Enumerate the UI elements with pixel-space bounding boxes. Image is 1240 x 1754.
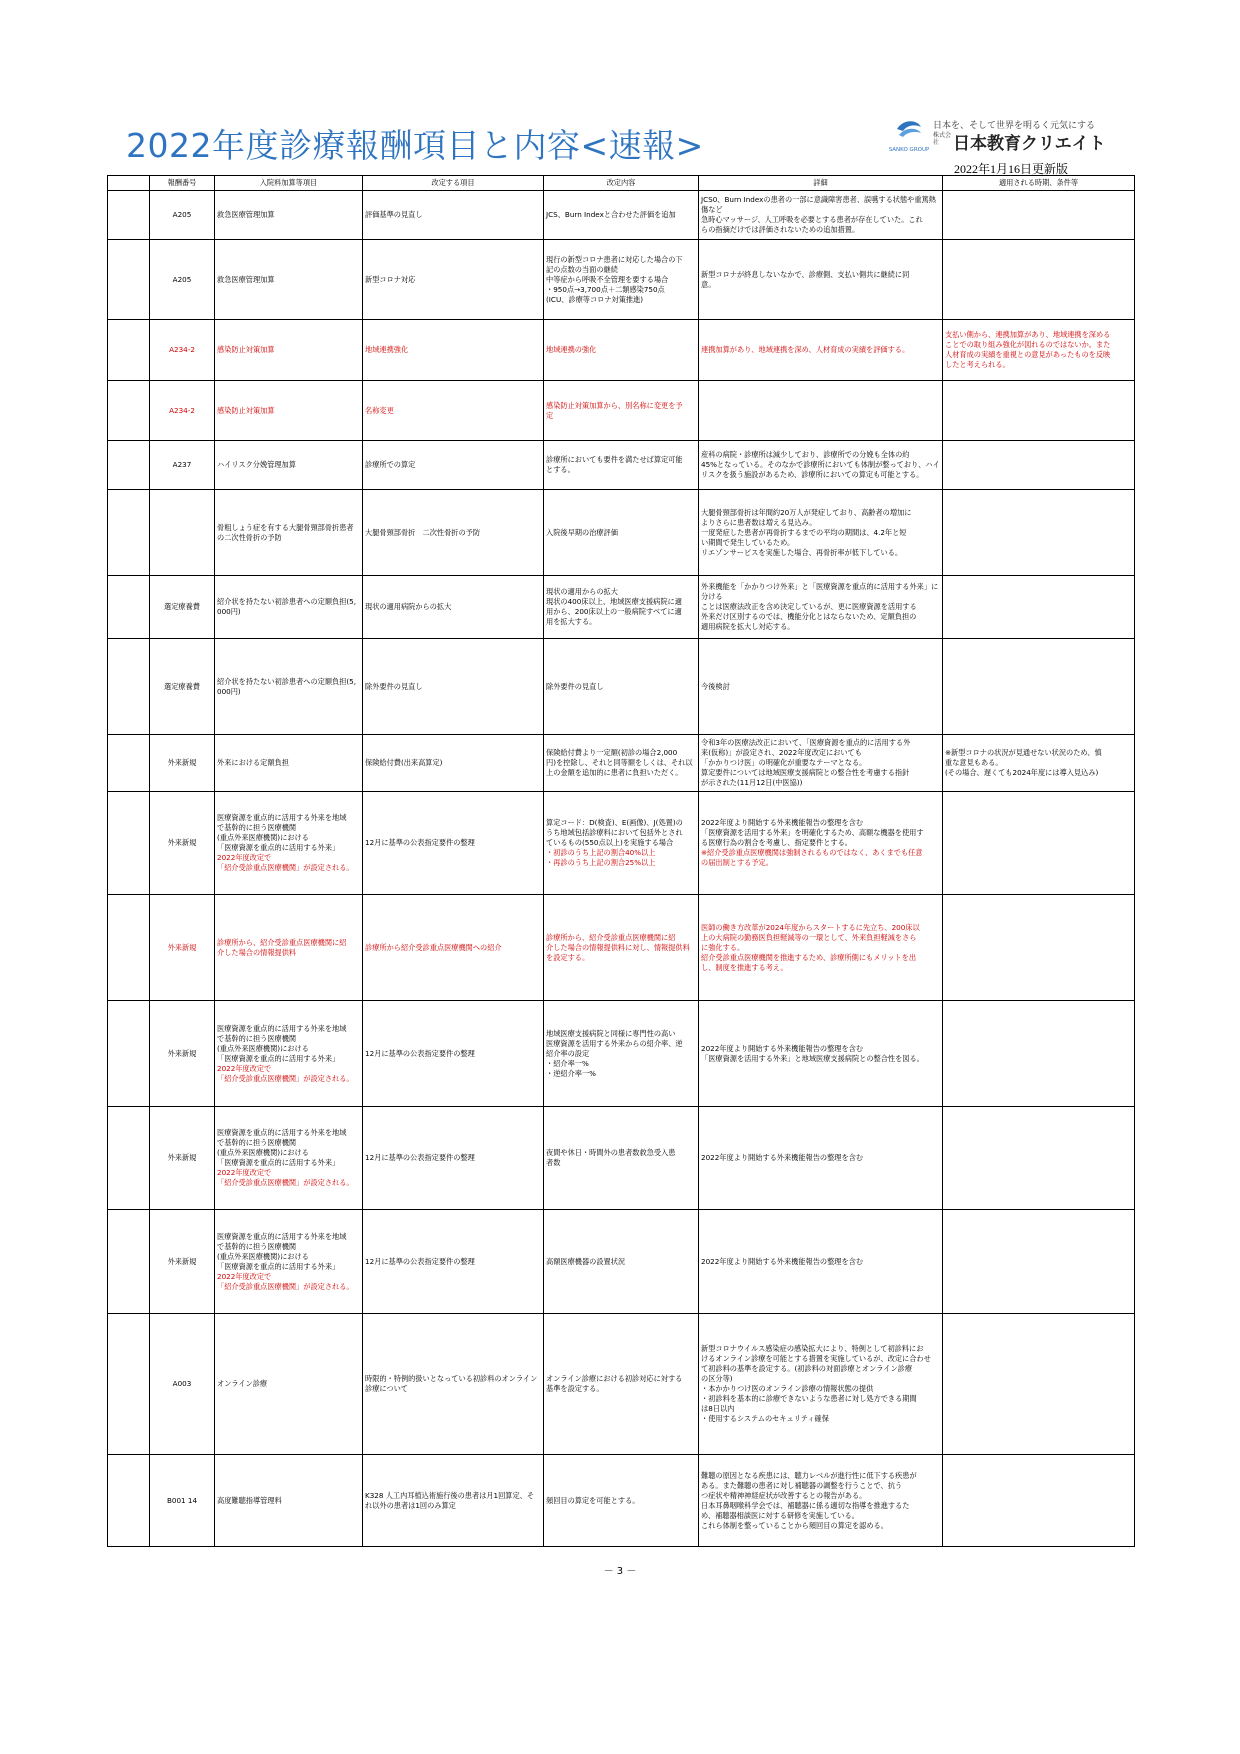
column-header: 報酬番号: [150, 176, 215, 191]
fee-code-cell: A205: [150, 191, 215, 240]
content-cell: [544, 1107, 699, 1210]
item-cell: [215, 1210, 363, 1314]
content-cell-line: ・初診のうち上記の割合40%以上: [546, 848, 656, 857]
table-row: [108, 1314, 1135, 1455]
revision-cell: 現状の適用病院からの拡大: [363, 576, 544, 639]
logo-company-prefix: 株式会社: [933, 132, 952, 146]
note-cell: [943, 792, 1135, 895]
content-cell-line: 用から、200床以上の一般病院すべてに適: [546, 607, 682, 616]
note-cell: [943, 1107, 1135, 1210]
detail-cell-line: 2022年度より開始する外来機能報告の整理を含む: [701, 1043, 864, 1053]
item-cell-line: 2022年度改定で: [217, 853, 272, 862]
column-header: 改定内容: [544, 176, 699, 191]
fee-code-cell: 外来新規: [150, 895, 215, 1001]
content-cell-line: (ICU、診療等コロナ対策推進): [546, 294, 644, 304]
content-cell-line: を設定する。: [546, 952, 590, 962]
content-cell-line: 除外要件の見直し: [546, 681, 604, 691]
note-cell: [943, 1455, 1135, 1547]
detail-cell-line: て初診料の基準を設定する。(初診料の対面診療とオンライン診療: [701, 1364, 913, 1373]
detail-cell-line: が示された(11月12日(中医協)): [701, 778, 803, 787]
detail-cell: [699, 490, 943, 576]
detail-cell-line: リスクを扱う施設があるため、診療所においての算定も可能とする。: [701, 470, 924, 479]
content-cell-line: 診療所においても要件を満たせば算定可能: [546, 455, 683, 464]
detail-cell-line: 急時心マッサージ、人工呼吸を必要とする患者が存在していた。これ: [701, 215, 923, 224]
table-body: [108, 191, 1135, 1547]
row-blank-cell: [108, 381, 150, 441]
sanko-logo-icon: [888, 115, 930, 155]
row-blank-cell: [108, 320, 150, 381]
table-row: [108, 1210, 1135, 1314]
detail-cell: [699, 1210, 943, 1314]
content-cell: [544, 1455, 699, 1547]
revision-cell: 12月に基準の公表指定要件の整理: [363, 1210, 544, 1314]
revision-cell: 名称変更: [363, 381, 544, 441]
note-cell: [943, 1210, 1135, 1314]
content-cell-line: ているもの(550点以上)を実施する場合: [546, 838, 674, 847]
item-cell-line: 「医療資源を重点的に活用する外来」: [217, 1158, 340, 1167]
content-cell-line: ・再診のうち上記の割合25%以上: [546, 858, 656, 867]
column-header: 入院料加算等項目: [215, 176, 363, 191]
detail-cell-line: 2022年度より開始する外来機能報告の整理を含む: [701, 818, 864, 827]
note-cell-line: ※新型コロナの状況が見通せない状況のため、慎: [945, 748, 1102, 757]
content-cell-line: 夜間や休日・時間外の患者数救急受入患: [546, 1148, 676, 1157]
table-row: [108, 1107, 1135, 1210]
item-cell-line: 「紹介受診重点医療機関」が設定される。: [217, 863, 354, 872]
detail-cell-line: よりさらに患者数は増える見込み。: [701, 517, 817, 527]
detail-cell-line: これら体制を整っていることから頻回目の算定を認める。: [701, 1520, 888, 1530]
detail-cell: [699, 639, 943, 735]
detail-cell: [699, 381, 943, 441]
item-cell: 感染防止対策加算: [215, 381, 363, 441]
column-header: 改定する項目: [363, 176, 544, 191]
table-row: [108, 735, 1135, 792]
detail-cell-line: つ症状や精神神経症状が改善するとの報告がある。: [701, 1490, 867, 1500]
detail-cell-line: JCS0、Burn Indexの患者の一部に意識障害患者、誤嚥する状態や重篤熱傷など: [701, 195, 936, 214]
fee-code-cell: A237: [150, 441, 215, 490]
content-cell-line: 者数: [546, 1158, 561, 1167]
note-cell: [943, 1001, 1135, 1107]
note-cell-line: (その場合、遅くても2024年度には導入見込み): [945, 768, 1099, 777]
content-cell: [544, 576, 699, 639]
item-cell-line: 「医療資源を重点的に活用する外来」: [217, 1053, 340, 1063]
note-cell-line: ことでの取り組み強化が図れるのではないか。また: [945, 340, 1111, 349]
item-cell: 紹介状を持たない初診患者への定額負担(5,000円): [215, 576, 363, 639]
content-cell-line: 紹介率の設定: [546, 1048, 590, 1058]
item-cell-line: で基幹的に担う医療機関: [217, 823, 297, 832]
item-cell: 骨粗しょう症を有する大腿骨頸部骨折患者の二次性骨折の予防: [215, 490, 363, 576]
content-cell-line: 地域連携の強化: [546, 345, 597, 354]
detail-cell-line: の届出制とする予定。: [701, 858, 773, 867]
note-cell: [943, 1314, 1135, 1455]
item-cell: 高度難聴指導管理料: [215, 1455, 363, 1547]
row-blank-cell: [108, 1001, 150, 1107]
content-cell: [544, 792, 699, 895]
content-cell-line: 記の点数の当面の継続: [546, 264, 618, 274]
item-cell-line: 診療所から、紹介受診重点医療機関に紹: [217, 937, 347, 947]
note-cell: [943, 240, 1135, 320]
content-cell-line: オンライン診療における初診対応に対する: [546, 1374, 683, 1383]
content-cell: [544, 441, 699, 490]
detail-cell-line: め、補聴器相談医に対する研修を実施している。: [701, 1510, 859, 1520]
row-blank-cell: [108, 1107, 150, 1210]
page-title: 2022年度診療報酬項目と内容<速報>: [126, 126, 704, 165]
detail-cell-line: い期間で発生しているため。: [701, 537, 795, 547]
row-blank-cell: [108, 895, 150, 1001]
table-row: [108, 1455, 1135, 1547]
item-cell-line: 介した場合の情報提供料: [217, 947, 297, 957]
revision-cell: 12月に基準の公表指定要件の整理: [363, 1001, 544, 1107]
detail-cell: [699, 1455, 943, 1547]
note-cell: [943, 895, 1135, 1001]
item-cell: 感染防止対策加算: [215, 320, 363, 381]
item-cell-line: 2022年度改定で: [217, 1168, 272, 1177]
revision-cell: 除外要件の見直し: [363, 639, 544, 735]
detail-cell-line: 上の大病院の勤務医負担軽減等の一環として、外来負担軽減をさら: [701, 932, 917, 942]
fee-code-cell: 外来新規: [150, 735, 215, 792]
item-cell: ハイリスク分娩管理加算: [215, 441, 363, 490]
detail-cell: [699, 1107, 943, 1210]
detail-cell-line: 新型コロナウイルス感染症の感染拡大により、特例として初診料にお: [701, 1344, 924, 1353]
fee-code-cell: A234-2: [150, 320, 215, 381]
detail-cell-line: リエゾンサービスを実施した場合、再骨折率が低下している。: [701, 547, 903, 557]
content-cell: [544, 191, 699, 240]
table-row: [108, 320, 1135, 381]
revision-cell: 診療所での算定: [363, 441, 544, 490]
revision-cell: 12月に基準の公表指定要件の整理: [363, 1107, 544, 1210]
table-row: [108, 381, 1135, 441]
detail-cell-line: けるオンライン診療を可能とする措置を実施しているが、改定に合わせ: [701, 1354, 931, 1363]
content-cell-line: JCS、Burn Indexと合わせた評価を追加: [546, 210, 676, 219]
detail-cell: [699, 576, 943, 639]
content-cell: [544, 240, 699, 320]
company-logo: [888, 115, 1133, 155]
item-cell: 外来における定額負担: [215, 735, 363, 792]
table-row: [108, 441, 1135, 490]
detail-cell-line: に強化する。: [701, 942, 745, 952]
content-cell-line: 入院後早期の治療評価: [546, 527, 618, 537]
logo-company-name: 日本教育クリエイト: [953, 134, 1106, 154]
row-blank-cell: [108, 441, 150, 490]
detail-cell-line: 適用病院を拡大し対応する。: [701, 622, 795, 631]
content-cell-line: 高額医療機器の設置状況: [546, 1256, 626, 1266]
row-blank-cell: [108, 576, 150, 639]
note-cell: [943, 320, 1135, 381]
detail-cell-line: 「医療資源を活用する外来」と地域医療支援病院との整合性を図る。: [701, 1053, 924, 1063]
detail-cell-line: 新型コロナが終息しないなかで、診療側、支払い側共に継続に同: [701, 269, 910, 279]
row-blank-cell: [108, 1314, 150, 1455]
detail-cell-line: 外来だけ区別するのでは、機能分化とはならないため、定額負担の: [701, 612, 917, 621]
content-cell: [544, 895, 699, 1001]
detail-cell-line: 令和3年の医療法改正において、「医療資源を重点的に活用する外: [701, 738, 911, 747]
content-cell: [544, 490, 699, 576]
content-cell-line: 現行の新型コロナ患者に対応した場合の下: [546, 254, 683, 264]
content-cell-line: 用を拡大する。: [546, 617, 597, 626]
detail-cell: [699, 792, 943, 895]
content-cell-line: 円)を控除し、それと同等額をしくは、それ以: [546, 758, 693, 767]
item-cell-line: 2022年度改定で: [217, 1271, 272, 1281]
content-cell-line: 医療資源を活用する外来からの紹介率、逆: [546, 1038, 683, 1048]
content-cell-line: 中等症から呼吸不全管理を要する場合: [546, 274, 669, 284]
revision-cell: 診療所から紹介受診重点医療機関への紹介: [363, 895, 544, 1001]
detail-cell: [699, 895, 943, 1001]
detail-cell: [699, 735, 943, 792]
content-cell-line: 算定コード：D(検査)、E(画像)、J(処置)の: [546, 818, 683, 827]
detail-cell-line: ある。また難聴の患者に対し補聴器の調整を行うことで、抗う: [701, 1480, 903, 1490]
fee-code-cell: 外来新規: [150, 1001, 215, 1107]
content-cell-line: 定: [546, 410, 554, 420]
item-cell: オンライン診療: [215, 1314, 363, 1455]
table-row: [108, 1001, 1135, 1107]
detail-cell-line: 産科の病院・診療所は減少しており、診療所での分娩も全体の約: [701, 450, 910, 459]
row-blank-cell: [108, 1210, 150, 1314]
fee-code-cell: A234-2: [150, 381, 215, 441]
item-cell-line: 2022年度改定で: [217, 1063, 272, 1073]
content-cell: [544, 320, 699, 381]
fee-code-cell: 外来新規: [150, 1107, 215, 1210]
item-cell: 救急医療管理加算: [215, 240, 363, 320]
detail-cell: [699, 240, 943, 320]
detail-cell-line: ・初診料を基本的に診療できないような患者に対し処方できる期間: [701, 1394, 917, 1403]
update-date: 2022年1月16日更新版: [954, 162, 1069, 176]
item-cell-line: (重点外来医療機関)における: [217, 1043, 309, 1053]
detail-cell: [699, 1314, 943, 1455]
detail-cell-line: 今後検討: [701, 681, 730, 691]
detail-cell-line: 難聴の原因となる疾患には、聴力レベルが進行性に低下する疾患が: [701, 1470, 917, 1480]
detail-cell-line: ※紹介受診重点医療機関は強制されるものではなく、あくまでも任意: [701, 848, 923, 857]
row-blank-cell: [108, 490, 150, 576]
table-row: [108, 490, 1135, 576]
content-cell-line: 感染防止対策加算から、別名称に変更を予: [546, 400, 683, 410]
item-cell-line: で基幹的に担う医療機関: [217, 1241, 297, 1251]
content-cell: [544, 639, 699, 735]
row-blank-cell: [108, 1455, 150, 1547]
fee-code-cell: 選定療養費: [150, 639, 215, 735]
page-number: － 3 －: [603, 1566, 637, 1577]
fee-code-cell: A205: [150, 240, 215, 320]
detail-cell-line: 大腿骨頸部骨折は年間約20万人が発症しており、高齢者の増加に: [701, 507, 912, 517]
detail-cell-line: 2022年度より開始する外来機能報告の整理を含む: [701, 1153, 864, 1162]
detail-cell-line: 2022年度より開始する外来機能報告の整理を含む: [701, 1256, 864, 1266]
column-header: 適用される時期、条件等: [943, 176, 1135, 191]
item-cell-line: 「医療資源を重点的に活用する外来」: [217, 843, 340, 852]
row-blank-cell: [108, 191, 150, 240]
content-cell: [544, 1314, 699, 1455]
item-cell-line: 医療資源を重点的に活用する外来を地域: [217, 1023, 347, 1033]
table-row: [108, 792, 1135, 895]
row-blank-cell: [108, 735, 150, 792]
detail-cell: [699, 441, 943, 490]
detail-cell-line: 「医療資源を活用する外来」を明確化するため、高額な機器を使用す: [701, 828, 924, 837]
detail-cell-line: 日本耳鼻咽喉科学会では、補聴器に係る適切な指導を推進するた: [701, 1500, 910, 1510]
fee-code-cell: 選定療養費: [150, 576, 215, 639]
detail-cell-line: る医療行為の割合を考慮し、指定要件とする。: [701, 838, 852, 847]
logo-tagline: 日本を、そして世界を明るく元気にする: [933, 121, 1096, 131]
detail-cell-line: 45%となっている。そのなかで診療所においても体制が整っており、ハイ: [701, 460, 940, 469]
detail-cell: [699, 191, 943, 240]
fee-items-table: [107, 175, 1135, 1547]
column-header: [108, 176, 150, 191]
item-cell-line: 医療資源を重点的に活用する外来を地域: [217, 813, 347, 822]
detail-cell-line: 意。: [701, 279, 716, 289]
note-cell: [943, 441, 1135, 490]
table-row: [108, 895, 1135, 1001]
table-row: [108, 576, 1135, 639]
content-cell-line: ・950点→3,700点＋二類感染750点: [546, 284, 665, 294]
detail-cell-line: 外来機能を「かかりつけ外来」と「医療資源を重点的に活用する外来」に分ける: [701, 582, 939, 601]
content-cell-line: うち地域包括診療料において包括外とされ: [546, 828, 683, 837]
content-cell-line: 基準を設定する。: [546, 1384, 604, 1393]
content-cell-line: 診療所から、紹介受診重点医療機関に紹: [546, 932, 676, 942]
revision-cell: K328 人工内耳植込術施行後の患者は月1回算定、それ以外の患者は1回のみ算定: [363, 1455, 544, 1547]
content-cell-line: 保険給付費より一定額(初診の場合2,000: [546, 748, 678, 757]
item-cell-line: (重点外来医療機関)における: [217, 1251, 309, 1261]
item-cell-line: (重点外来医療機関)における: [217, 833, 309, 842]
content-cell-line: とする。: [546, 465, 575, 474]
fee-code-cell: 外来新規: [150, 792, 215, 895]
table-row: [108, 191, 1135, 240]
note-cell: [943, 490, 1135, 576]
item-cell-line: 「医療資源を重点的に活用する外来」: [217, 1261, 340, 1271]
detail-cell: [699, 320, 943, 381]
row-blank-cell: [108, 792, 150, 895]
detail-cell-line: ことは医療法改正を含め決定しているが、更に医療資源を活用する: [701, 602, 917, 611]
content-cell-line: 現状の適用からの拡大: [546, 587, 618, 596]
item-cell-line: 医療資源を重点的に活用する外来を地域: [217, 1231, 347, 1241]
fee-code-cell: [150, 490, 215, 576]
content-cell: [544, 1001, 699, 1107]
content-cell-line: 上の金額を追加的に患者に負担いただく。: [546, 768, 683, 777]
note-cell: [943, 381, 1135, 441]
content-cell-line: ・逆紹介率一%: [546, 1068, 596, 1078]
detail-cell-line: 一度発症した患者が再骨折するまでの平均の期間は、4.2年と短: [701, 527, 907, 537]
item-cell: [215, 895, 363, 1001]
row-blank-cell: [108, 639, 150, 735]
detail-cell-line: 医師の働き方改革が2024年度からスタートするに先立ち、200床以: [701, 922, 920, 932]
item-cell: [215, 1001, 363, 1107]
revision-cell: 評価基準の見直し: [363, 191, 544, 240]
revision-cell: 12月に基準の公表指定要件の整理: [363, 792, 544, 895]
content-cell: [544, 735, 699, 792]
content-cell: [544, 381, 699, 441]
note-cell-line: したと考えられる。: [945, 360, 1010, 369]
content-cell-line: 地域医療支援病院と同様に専門性の高い: [546, 1028, 676, 1038]
item-cell-line: で基幹的に担う医療機関: [217, 1033, 297, 1043]
content-cell-line: ・紹介率一%: [546, 1058, 589, 1068]
fee-code-cell: B001 14: [150, 1455, 215, 1547]
revision-cell: 新型コロナ対応: [363, 240, 544, 320]
note-cell-line: 重な意見もある。: [945, 758, 1003, 767]
column-header: 詳細: [699, 176, 943, 191]
detail-cell-line: らの指摘だけでは評価されないための追加措置。: [701, 225, 860, 234]
fee-code-cell: 外来新規: [150, 1210, 215, 1314]
item-cell: [215, 792, 363, 895]
note-cell: [943, 576, 1135, 639]
note-cell: [943, 639, 1135, 735]
table-header-row: [108, 176, 1135, 191]
item-cell: 救急医療管理加算: [215, 191, 363, 240]
detail-cell-line: し、制度を推進する考え。: [701, 962, 788, 972]
detail-cell-line: 「かかりつけ医」の明確化が重要なテーマとなる。: [701, 758, 867, 767]
revision-cell: 大腿骨頸部骨折 二次性骨折の予防: [363, 490, 544, 576]
logo-mark-text: SANKO GROUP: [888, 147, 930, 153]
revision-cell: 時限的・特例的扱いとなっている初診料のオンライン診療について: [363, 1314, 544, 1455]
content-cell-line: 介した場合の情報提供料に対し、情報提供料: [546, 942, 690, 952]
row-blank-cell: [108, 240, 150, 320]
item-cell-line: 「紹介受診重点医療機関」が設定される。: [217, 1281, 354, 1291]
revision-cell: 地域連携強化: [363, 320, 544, 381]
content-cell: [544, 1210, 699, 1314]
detail-cell-line: 連携加算があり、地域連携を深め、人材育成の実績を評価する。: [701, 345, 910, 354]
detail-cell-line: ・使用するシステムのセキュリティ確保: [701, 1414, 829, 1423]
table-row: [108, 639, 1135, 735]
detail-cell-line: 来(仮称)」が設定され、2022年度改定においても: [701, 748, 862, 757]
content-cell-line: 頻回目の算定を可能とする。: [546, 1495, 640, 1505]
detail-cell-line: は8日以内: [701, 1404, 735, 1413]
detail-cell-line: 算定要件については地域医療支援病院との整合性を考慮する指針: [701, 768, 910, 777]
note-cell-line: 支払い側から、連携加算があり、地域連携を深める: [945, 330, 1111, 339]
detail-cell-line: ・本かかりつけ医のオンライン診療の情報状態の提供: [701, 1384, 874, 1393]
fee-code-cell: A003: [150, 1314, 215, 1455]
detail-cell-line: の区分等): [701, 1374, 733, 1383]
note-cell: [943, 191, 1135, 240]
item-cell: [215, 1107, 363, 1210]
item-cell-line: 「紹介受診重点医療機関」が設定される。: [217, 1073, 354, 1083]
detail-cell: [699, 1001, 943, 1107]
revision-cell: 保険給付費(出来高算定): [363, 735, 544, 792]
detail-cell-line: 紹介受診重点医療機関を推進するため、診療所側にもメリットを出: [701, 952, 917, 962]
content-cell-line: 現状の400床以上、地域医療支援病院に適: [546, 597, 682, 606]
item-cell-line: 医療資源を重点的に活用する外来を地域: [217, 1128, 347, 1137]
item-cell-line: で基幹的に担う医療機関: [217, 1138, 297, 1147]
table-row: [108, 240, 1135, 320]
item-cell: 紹介状を持たない初診患者への定額負担(5,000円): [215, 639, 363, 735]
note-cell: [943, 735, 1135, 792]
note-cell-line: 人材育成の実績を重視との意見があったものを反映: [945, 350, 1111, 359]
item-cell-line: (重点外来医療機関)における: [217, 1148, 309, 1157]
item-cell-line: 「紹介受診重点医療機関」が設定される。: [217, 1178, 354, 1187]
